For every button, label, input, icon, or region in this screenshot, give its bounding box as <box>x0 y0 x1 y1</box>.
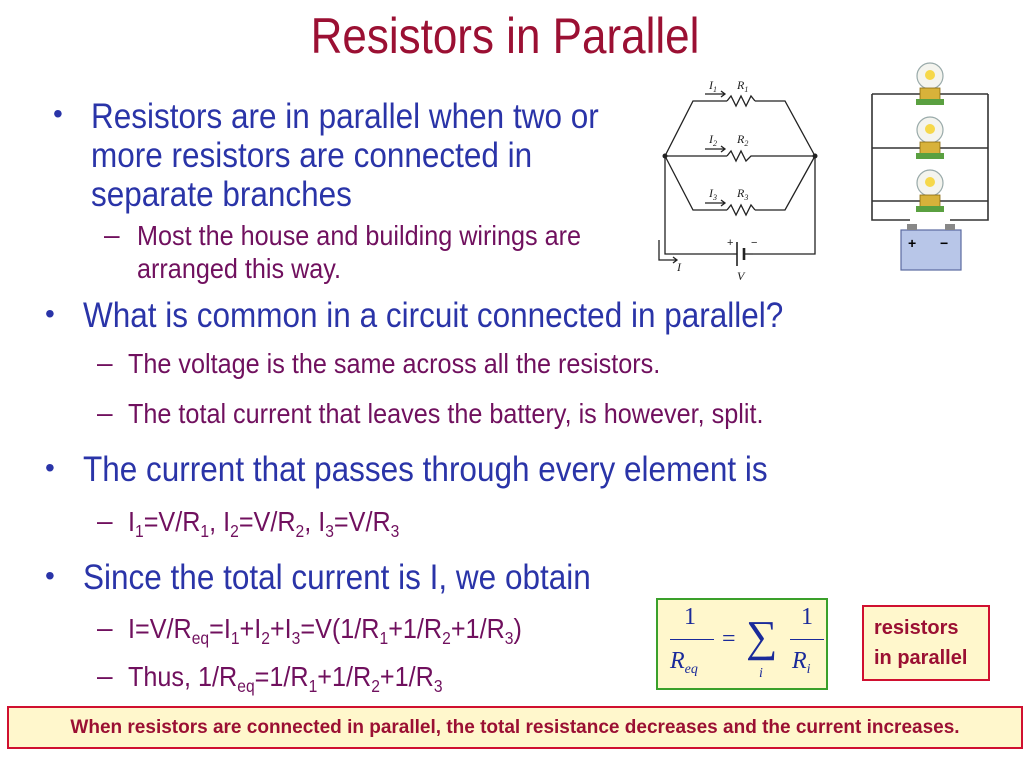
voltage-label: V <box>737 269 745 283</box>
resistor-2 <box>727 151 755 161</box>
sub-bullet-2-1-text: The voltage is the same across all the resistors. <box>128 348 661 379</box>
sub-bullet-marker: – <box>97 505 113 536</box>
branch-current-2-label: $I_2$ <box>709 132 717 148</box>
bullet-1-line-2: more resistors are connected in <box>91 136 533 175</box>
formula-rhs-denominator: $R_i$ <box>792 648 811 677</box>
left-node <box>663 154 668 159</box>
formula-rhs-numerator: 1 <box>801 604 813 630</box>
sub-bullet-marker: – <box>97 612 113 643</box>
branch-3-wire-right <box>755 156 815 210</box>
total-current-equation: $I=V/R_{eq}=I_1+I_2+I_3=V(1/R_1+1/R_2+1/R_3)$ <box>128 613 522 649</box>
bullet-2 <box>83 296 861 335</box>
sub-bullet-4-1 <box>128 612 566 649</box>
parallel-circuit-diagram <box>655 74 840 284</box>
parallel-bulbs-illustration <box>865 60 995 274</box>
sub-bullet-marker: – <box>97 347 113 378</box>
bullet-marker: • <box>45 452 55 483</box>
resistor-3 <box>727 205 755 215</box>
sub-bullet-1-1-line-1: Most the house and building wirings are <box>137 220 582 251</box>
sub-bullet-4-2 <box>128 660 477 697</box>
battery-plus-label: + <box>727 237 734 249</box>
formula-lhs-denominator: $R_{eq}$ <box>670 648 698 677</box>
bullet-1-line-1: Resistors are in parallel when two or <box>91 97 599 136</box>
sub-bullet-marker: – <box>104 219 120 250</box>
formula-sum-symbol: ∑ <box>746 612 778 661</box>
sub-bullet-marker: – <box>97 397 113 428</box>
bullet-1 <box>91 97 655 214</box>
return-wire-right <box>753 156 815 254</box>
resistor-2-label: $R_2$ <box>737 132 749 148</box>
battery-minus-label: − <box>751 237 758 249</box>
sub-bullet-marker: – <box>97 660 113 691</box>
formula-equals: = <box>722 626 736 652</box>
total-current-arrow <box>659 240 677 263</box>
sub-bullet-3-1 <box>128 505 430 542</box>
resistor-3-label: $R_3$ <box>737 186 749 202</box>
sub-bullet-2-2-text: The total current that leaves the battery, is however, split. <box>128 398 764 429</box>
bullet-4 <box>83 558 647 597</box>
formula-sum-index: i <box>759 666 763 681</box>
bullet-marker: • <box>45 560 55 591</box>
light-bulb-1 <box>916 63 944 105</box>
resistor-1 <box>727 96 755 106</box>
bullet-2-text: What is common in a circuit connected in parallel? <box>83 296 784 335</box>
bullet-4-text: Since the total current is I, we obtain <box>83 558 591 597</box>
sub-bullet-1-1 <box>137 219 630 285</box>
branch-current-1-label: $I_1$ <box>709 78 717 94</box>
bullet-marker: • <box>53 98 63 129</box>
formula-lhs-fraction-bar <box>670 639 714 640</box>
current-equations: $I_1=V/R_1$, $I_2=V/R_2$, $I_3=V/R_3$ <box>128 506 400 542</box>
bullet-marker: • <box>45 298 55 329</box>
branch-current-3-label: $I_3$ <box>709 186 717 202</box>
bullet-1-line-3: separate branches <box>91 175 352 214</box>
branch-1-wire-right <box>755 101 815 156</box>
sub-bullet-1-1-line-2: arranged this way. <box>137 253 342 284</box>
equivalent-resistance-equation: Thus, $1/R_{eq}=1/R_1+1/R_2+1/R_3$ <box>128 661 443 697</box>
bulb-battery-minus: − <box>940 235 949 251</box>
branch-1-wire-left <box>665 101 727 156</box>
equivalent-resistance-formula <box>656 598 828 690</box>
formula-lhs-numerator: 1 <box>684 604 696 630</box>
note-line-1: resistors <box>874 617 959 639</box>
branch-3-wire-left <box>665 156 727 210</box>
formula-rhs-fraction-bar <box>790 639 824 640</box>
note-line-2: in parallel <box>874 647 968 669</box>
summary-banner: When resistors are connected in parallel, the total resistance decreases and the current increases. <box>7 706 1023 749</box>
light-bulb-3 <box>916 170 944 212</box>
bulb-battery-plus: + <box>908 235 917 251</box>
sub-bullet-2-1 <box>128 347 719 380</box>
resistors-in-parallel-note <box>862 605 990 681</box>
right-node <box>813 154 818 159</box>
bullet-3-text: The current that passes through every element is <box>83 450 768 489</box>
battery-block <box>901 224 961 270</box>
light-bulb-2 <box>916 117 944 159</box>
resistor-1-label: $R_1$ <box>737 78 749 94</box>
sub-bullet-2-2 <box>128 397 834 430</box>
slide-title: Resistors in Parallel <box>310 8 700 64</box>
total-current-label: I <box>677 260 681 274</box>
bullet-3 <box>83 450 844 489</box>
